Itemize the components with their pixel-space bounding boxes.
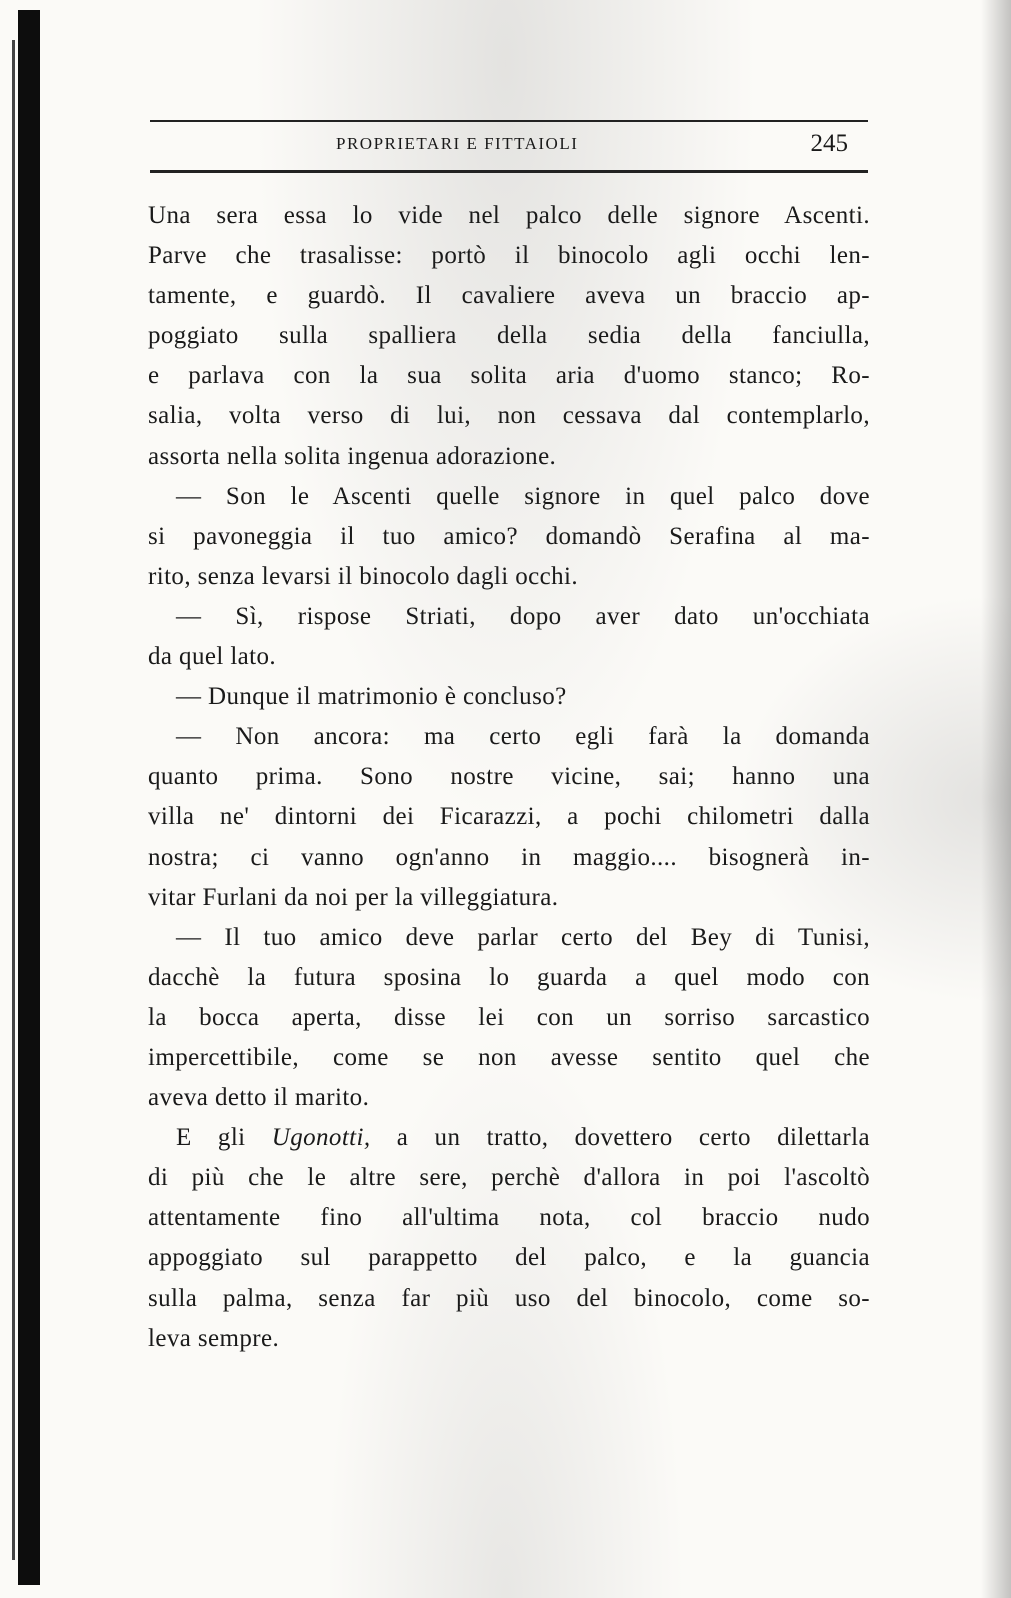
text-line: la bocca aperta, disse lei con un sorriso sarcastico [148,1003,870,1031]
binding-edge [12,40,15,1560]
text-line: leva sempre. [148,1324,280,1352]
text-line: impercettibile, come se non avesse sentito quel che [148,1043,870,1071]
text-line: rito, senza levarsi il binocolo dagli occhi. [148,562,578,590]
text-line: salia, volta verso di lui, non cessava dal contemplarlo, [148,402,870,430]
text-line: dacchè la futura sposina lo guarda a quel modo con [148,963,870,991]
text-segment: E gli [176,1124,272,1152]
text-line: di più che le altre sere, perchè d'allora in poi l'ascoltò [148,1164,870,1192]
text-line-italic-mixed [148,1118,870,1158]
text-line: e parlava con la sua solita aria d'uomo stanco; Ro- [148,362,870,390]
text-line: appoggiato sul parappetto del palco, e la guancia [148,1244,870,1272]
text-line: poggiato sulla spalliera della sedia della fanciulla, [148,322,870,350]
text-line: — Il tuo amico deve parlar certo del Bey di Tunisi, [176,923,870,951]
text-line: — Son le Ascenti quelle signore in quel palco dove [176,482,870,510]
text-line: si pavoneggia il tuo amico? domandò Serafina al ma- [148,522,870,550]
text-line: assorta nella solita ingenua adorazione. [148,442,557,470]
page-number: 245 [810,130,848,157]
text-line: tamente, e guardò. Il cavaliere aveva un braccio ap- [148,282,870,310]
text-line: Parve che trasalisse: portò il binocolo agli occhi len- [148,242,870,270]
page-header [150,120,870,180]
text-segment: a un tratto, dovettero certo dilettarla [370,1124,870,1152]
text-line: attentamente fino all'ultima nota, col braccio nudo [148,1204,870,1232]
text-line: vitar Furlani da noi per la villeggiatura. [148,883,559,911]
text-line: sulla palma, senza far più uso del binocolo, come so- [148,1284,870,1312]
text-line: Una sera essa lo vide nel palco delle signore Ascenti. [148,202,870,229]
text-line: nostra; ci vanno ogn'anno in maggio.... bisognerà in- [148,843,870,871]
header-rule-top [150,120,868,122]
text-line: da quel lato. [148,643,277,671]
header-rule-bottom [150,170,868,173]
text-line: quanto prima. Sono nostre vicine, sai; hanno una [148,763,870,791]
text-line: villa ne' dintorni dei Ficarazzi, a pochi chilometri dalla [148,803,870,831]
body-text [148,196,870,1359]
binding-shadow [18,10,40,1585]
running-title: PROPRIETARI E FITTAIOLI [336,134,579,153]
text-line: — Non ancora: ma certo egli farà la domanda [176,723,870,751]
page-edge-shadow [981,0,1011,1598]
text-line: aveva detto il marito. [148,1084,370,1112]
text-line: — Sì, rispose Striati, dopo aver dato un'occhiata [176,602,870,630]
opera-title: Ugonotti, [271,1124,371,1152]
text-line: — Dunque il matrimonio è concluso? [176,683,567,711]
